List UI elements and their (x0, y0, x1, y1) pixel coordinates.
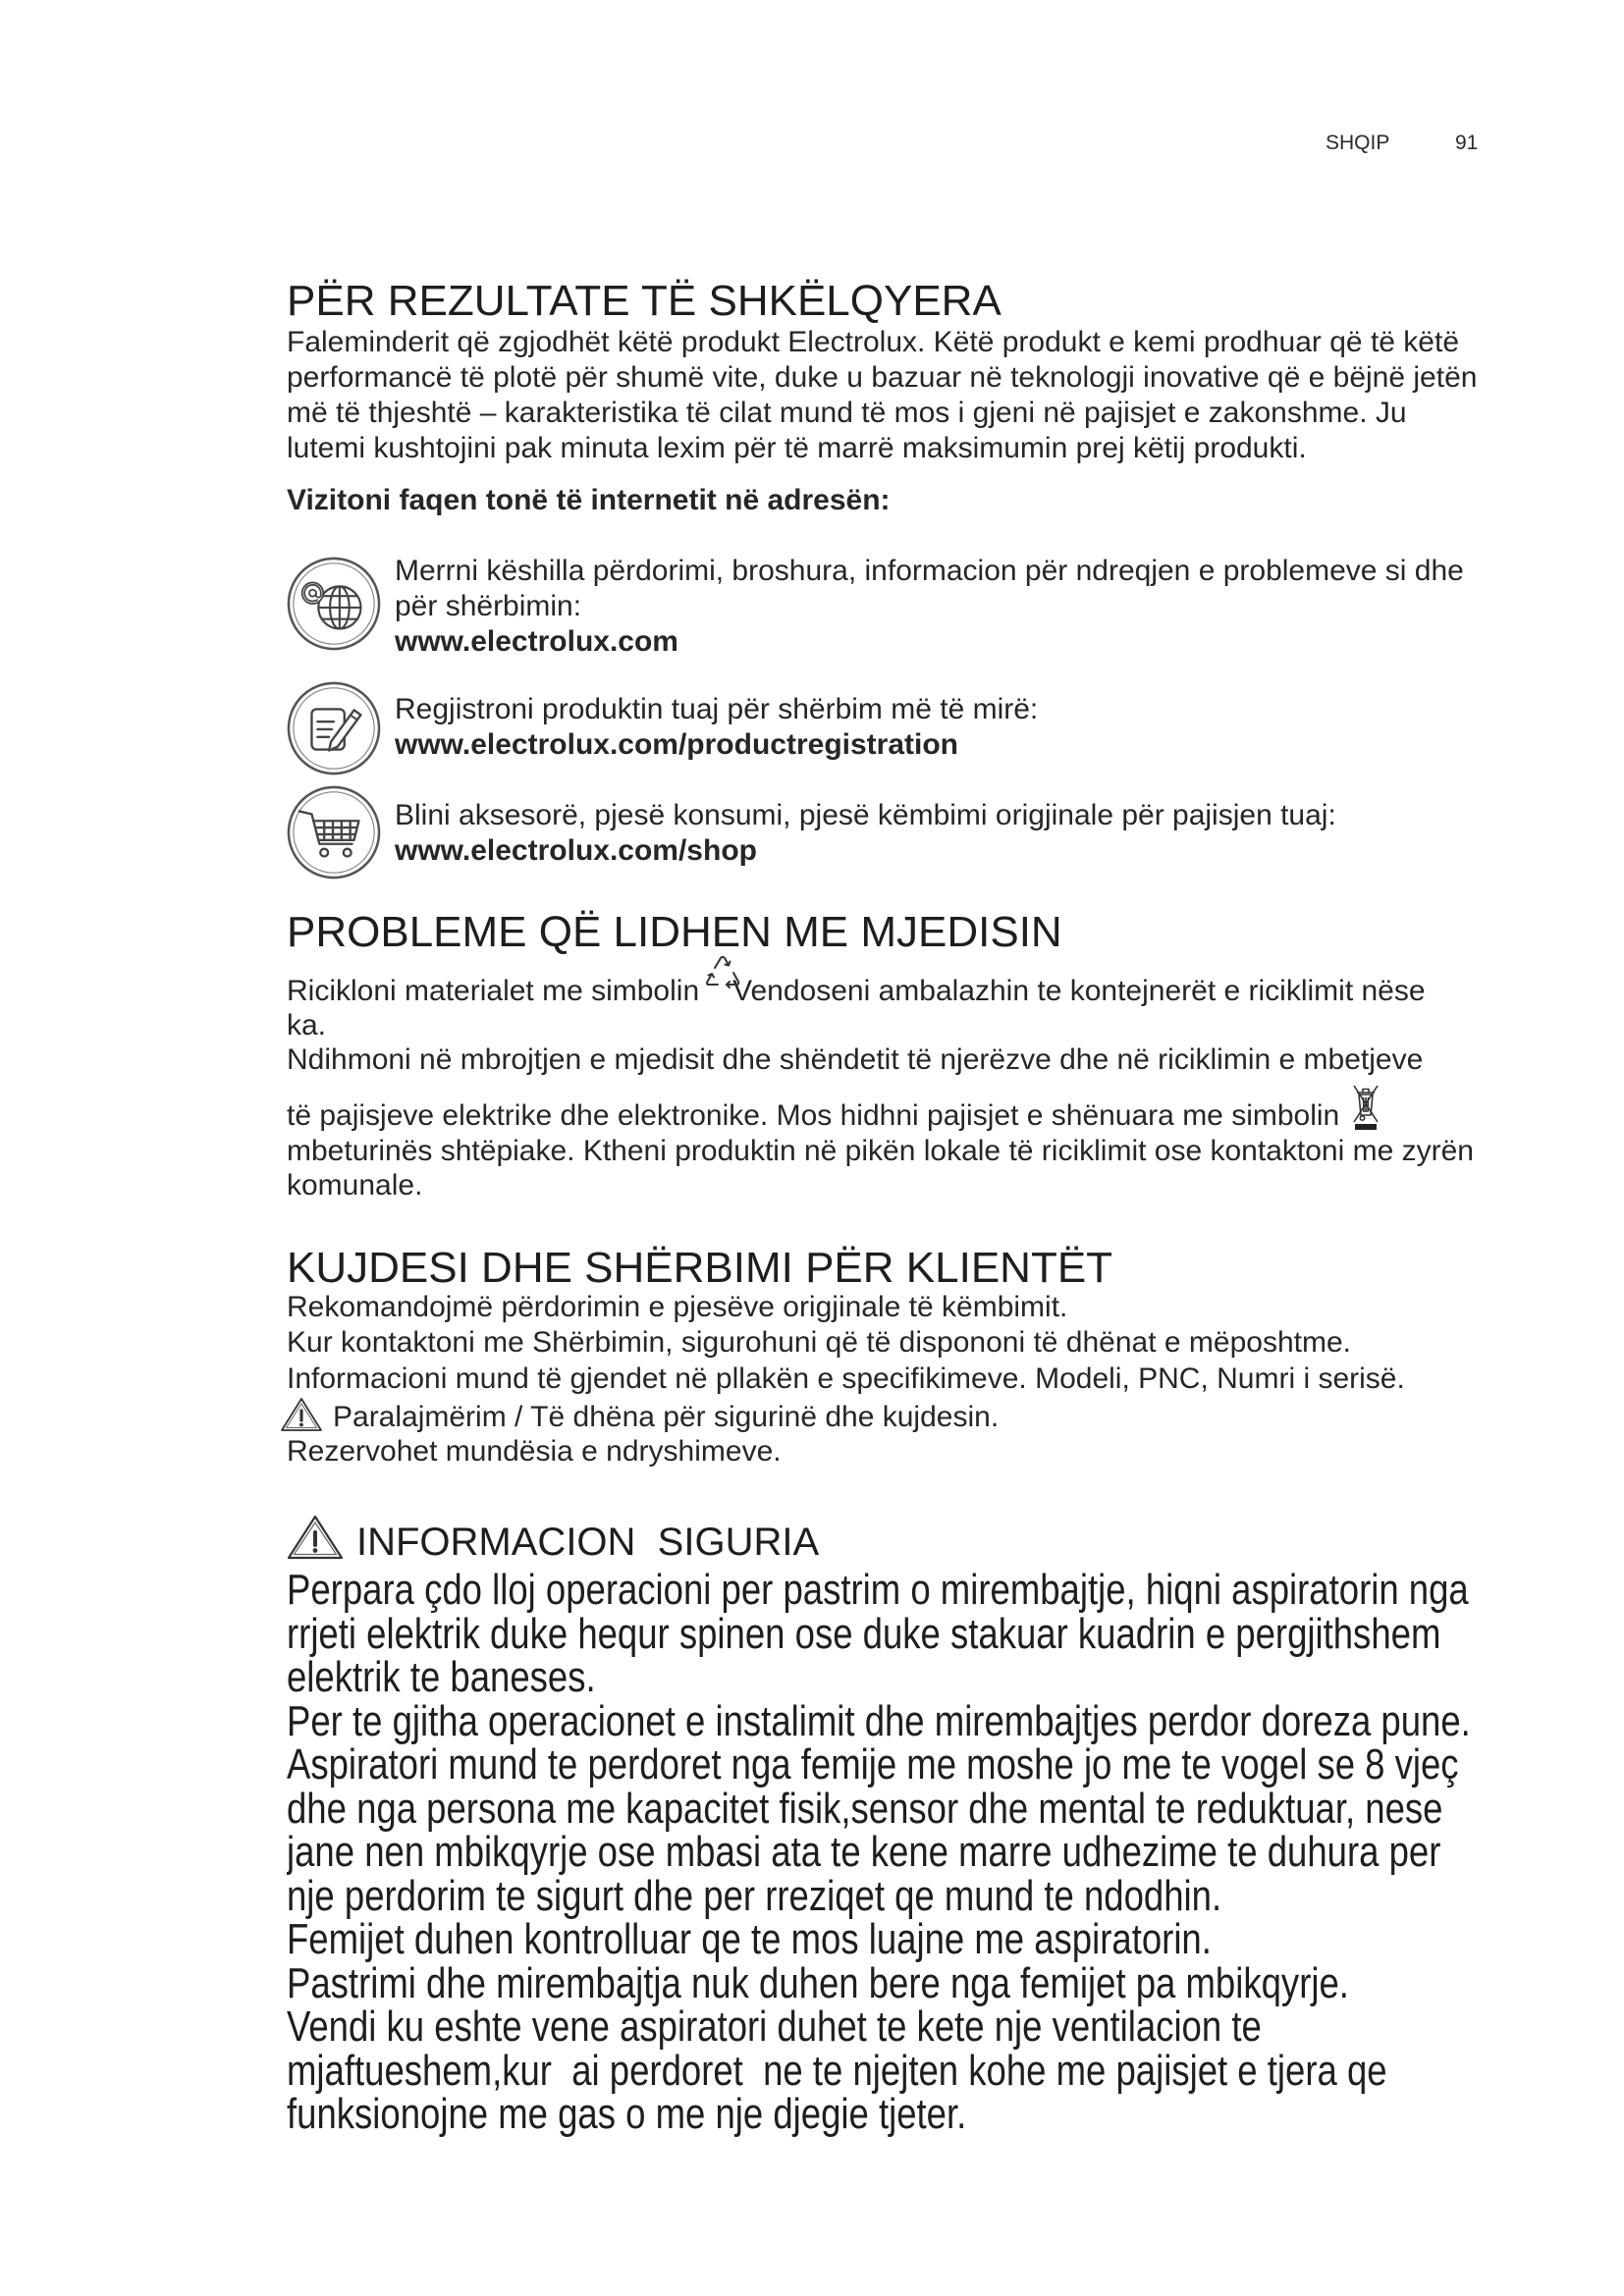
warning-legend: Paralajmërim / Të dhëna për sigurinë dhe kujdesin. (333, 1401, 1000, 1433)
website-url: www.electrolux.com (395, 625, 678, 658)
customer-care-line: Rekomandojmë përdorimin e pjesëve origjinale të këmbimit. (287, 1291, 1068, 1323)
safety-line: elektrik te baneses. (287, 1653, 596, 1701)
recycle-text-after: Vendoseni ambalazhin te kontejnerët e riciklimit nëse (732, 975, 1426, 1007)
safety-title: INFORMACION SIGURIA (356, 1521, 820, 1564)
safety-line: Aspiratori mund te perdoret nga femije me moshe jo me te vogel se 8 vjeç (287, 1740, 1459, 1789)
recycle-line (287, 974, 1426, 1009)
safety-line: mjaftueshem,kur ai perdoret ne te njejten kohe me pajisjet e tjera qe (287, 2046, 1387, 2095)
registration-url: www.electrolux.com/productregistration (395, 728, 958, 761)
safety-line: nje perdorim te sigurt dhe per rreziqet qe mund te ndodhin. (287, 1871, 1222, 1920)
shop-url: www.electrolux.com/shop (395, 834, 757, 867)
intro-title: PËR REZULTATE TË SHKËLQYERA (287, 277, 1001, 325)
intro-paragraph-line: lutemi kushtojini pak minuta lexim për të marrë maksimumin prej këtij produkti. (287, 432, 1307, 464)
intro-paragraph-line: Faleminderit që zgjodhët këtë produkt Electrolux. Këtë produkt e kemi prodhuar që të këtë (287, 326, 1460, 358)
safety-line: dhe nga persona me kapacitet fisik,sensor dhe mental te reduktuar, nese (287, 1784, 1443, 1833)
resource-shop (395, 798, 1336, 869)
globe-at-icon (286, 556, 382, 652)
weee-line: Ndihmoni në mbrojtjen e mjedisit dhe shëndetit të njerëzve dhe në riciklimin e mbetjeve (287, 1043, 1424, 1076)
environment-title: PROBLEME QË LIDHEN ME MJEDISIN (287, 908, 1062, 956)
intro-paragraph-line: më të thjeshtë – karakteristika të cilat mund të mos i gjeni në pajisjet e zakonshme. Ju (287, 397, 1407, 429)
resource-website (395, 554, 1464, 660)
crossed-bin-icon (1351, 1080, 1380, 1131)
customer-care-line: Informacioni mund të gjendet në pllakën e specifikimeve. Modeli, PNC, Numri i serisë. (287, 1362, 1405, 1395)
customer-care-title: KUJDESI DHE SHËRBIMI PËR KLIENTËT (287, 1244, 1113, 1292)
safety-line: Femijet duhen kontrolluar qe te mos luajne me aspiratorin. (287, 1915, 1212, 1963)
safety-line: Vendi ku eshte vene aspiratori duhet te kete nje ventilacion te (287, 2002, 1262, 2051)
safety-line: funksionojne me gas o me nje djegie tjeter. (287, 2090, 967, 2138)
resource-text-line: për shërbimin: (395, 590, 582, 622)
safety-text (287, 1569, 1602, 2158)
safety-line: jane nen mbikqyrje ose mbasi ata te kene marre udhezime te duhura per (287, 1828, 1441, 1876)
resource-registration (395, 692, 1038, 763)
resource-text-line: Blini aksesorë, pjesë konsumi, pjesë këmbimi origjinale për pajisjen tuaj: (395, 799, 1336, 831)
warning-triangle-icon (287, 1515, 344, 1560)
safety-line: rrjeti elektrik duke hequr spinen ose duke stakuar kuadrin e pergjithshem (287, 1609, 1441, 1658)
resource-text-line: Regjistroni produktin tuaj për shërbim më të mirë: (395, 693, 1039, 725)
recycle-text-end: ka. (287, 1009, 327, 1041)
page-number: 91 (1455, 132, 1479, 154)
changes-reserved-note: Rezervohet mundësia e ndryshimeve. (287, 1435, 782, 1468)
safety-line: Perpara çdo lloj operacioni per pastrim o mirembajtje, hiqni aspiratorin nga (287, 1569, 1469, 1614)
safety-line: Per te gjitha operacionet e instalimit dhe mirembajtjes perdor doreza pune. (287, 1696, 1471, 1745)
customer-care-line: Kur kontaktoni me Shërbimin, sigurohuni që të dispononi të dhënat e mëposhtme. (287, 1326, 1351, 1359)
recycle-icon (703, 953, 742, 994)
safety-line: Pastrimi dhe mirembajtja nuk duhen bere nga femijet pa mbikqyrje. (287, 1958, 1349, 2007)
shopping-cart-icon (286, 784, 382, 881)
resource-text-line: Merrni këshilla përdorimi, broshura, informacion për ndreqjen e problemeve si dhe (395, 555, 1464, 587)
weee-line: të pajisjeve elektrike dhe elektronike. Mos hidhni pajisjet e shënuara me simbolin (287, 1099, 1340, 1132)
visit-website-label: Vizitoni faqen tonë të internetit në adresën: (287, 484, 891, 516)
weee-line: komunale. (287, 1169, 423, 1201)
weee-line-with-symbol (287, 1098, 1380, 1134)
warning-triangle-icon (280, 1397, 323, 1432)
intro-paragraph (287, 325, 1477, 466)
recycle-text-before: Ricikloni materialet me simbolin (287, 975, 700, 1007)
header-language: SHQIP (1326, 132, 1390, 154)
weee-line: mbeturinës shtëpiake. Ktheni produktin në pikën lokale të riciklimit ose kontaktoni me zyrën (287, 1135, 1474, 1167)
intro-paragraph-line: performancë të plotë për shumë vite, duke u bazuar në teknologji inovative që e bëjnë jetën (287, 361, 1478, 394)
pencil-document-icon (286, 680, 382, 776)
